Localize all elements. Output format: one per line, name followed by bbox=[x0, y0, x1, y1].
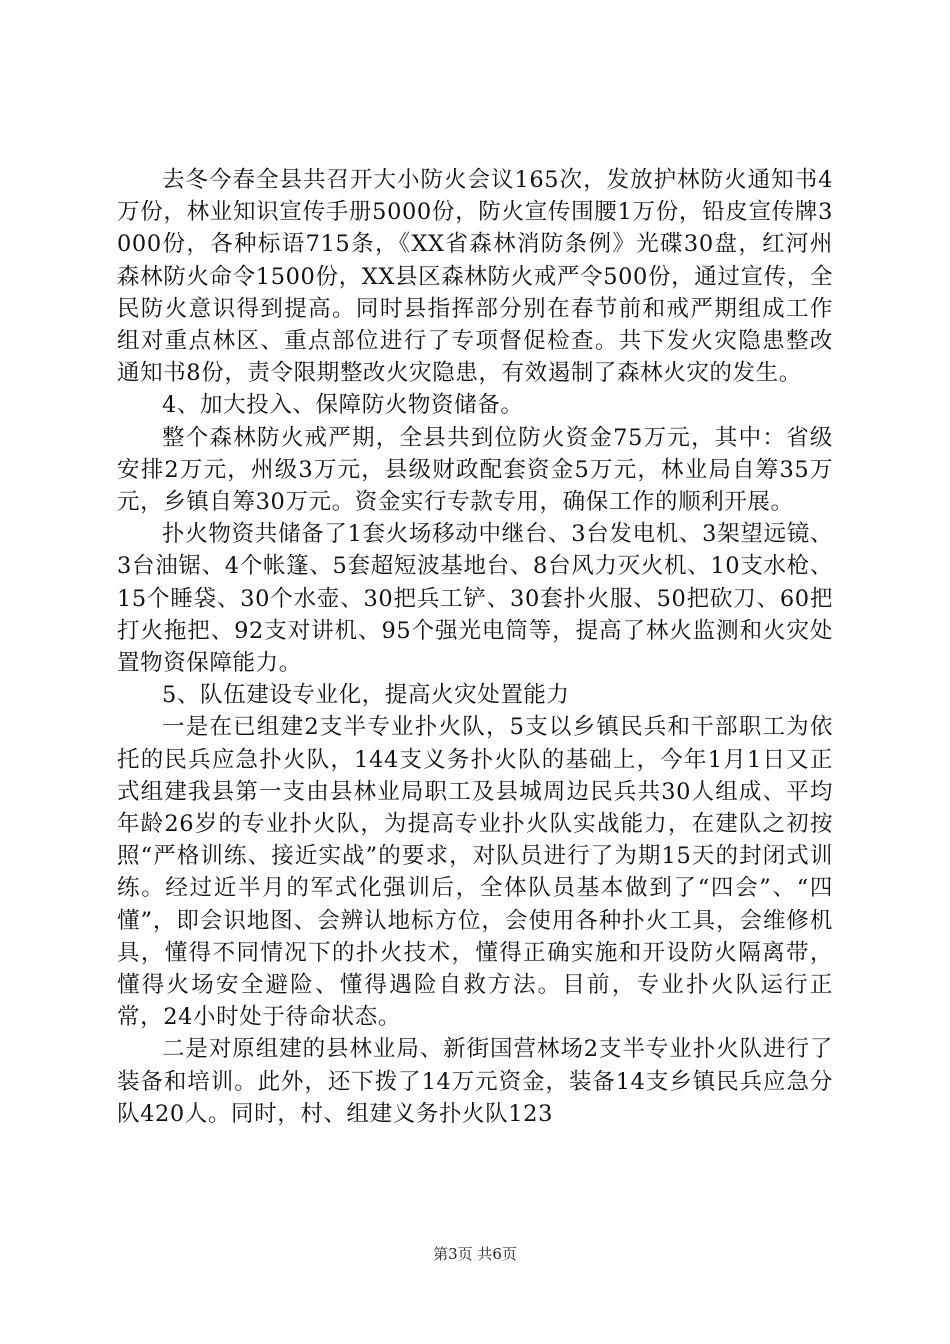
document-body bbox=[117, 164, 833, 1130]
heading-investment: 4、加大投入、保障防火物资储备。 bbox=[162, 392, 524, 419]
page-number-footer: 第3页 共6页 bbox=[433, 1245, 517, 1263]
heading-team-building: 5、队伍建设专业化，提高火灾处置能力 bbox=[162, 682, 570, 709]
paragraph-equipment-training: 二是对原组建的县林业局、新街国营林场2支半专业扑火队进行了装备和培训。此外，还下拨了14万元资金，装备14支乡镇民兵应急分队420人。同时，村、组建义务扑火队123 bbox=[117, 1036, 833, 1127]
paragraph-professional-team: 一是在已组建2支半专业扑火队，5支以乡镇民兵和干部职工为依托的民兵应急扑火队，144支义务扑火队的基础上，今年1月1日又正式组建我县第一支由县林业局职工及县城周边民兵共30人组成、平均年龄26岁的专业扑火队，为提高专业扑火队实战能力，在建队之初按照“严格训练、接近实战”的要求，对队员进行了为期15天的封闭式训练。经过近半月的军式化强训后，全体队员基本做到了“四会”、“四懂”，即会识地图、会辨认地标方位，会使用各种扑火工具，会维修机具，懂得不同情况下的扑火技术，懂得正确实施和开设防火隔离带，懂得火场安全避险、懂得遇险自救方法。目前，专业扑火队运行正常，24小时处于待命状态。 bbox=[117, 714, 833, 1031]
paragraph-publicity-summary: 去冬今春全县共召开大小防火会议165次，发放护林防火通知书4万份，林业知识宣传手册5000份，防火宣传围腰1万份，铅皮宣传牌3000份，各种标语715条，《XX省森林消防条例》光碟30盘，红河州森林防火命令1500份，XX县区森林防火戒严令500份，通过宣传，全民防火意识得到提高。同时县指挥部分别在春节前和戒严期组成工作组对重点林区、重点部位进行了专项督促检查。共下发火灾隐患整改通知书8份，责令限期整改火灾隐患，有效遏制了森林火灾的发生。 bbox=[117, 167, 833, 387]
paragraph-supplies: 扑火物资共储备了1套火场移动中继台、3台发电机、3架望远镜、3台油锯、4个帐篷、5套超短波基地台、8台风力灭火机、10支水枪、15个睡袋、30个水壶、30把兵工铲、30套扑火服、50把砍刀、60把打火拖把、92支对讲机、95个强光电筒等，提高了林火监测和火灾处置物资保障能力。 bbox=[117, 521, 833, 677]
paragraph-funding: 整个森林防火戒严期，全县共到位防火资金75万元，其中：省级安排2万元，州级3万元，县级财政配套资金5万元，林业局自筹35万元，乡镇自筹30万元。资金实行专款专用，确保工作的顺利开展。 bbox=[117, 424, 833, 516]
